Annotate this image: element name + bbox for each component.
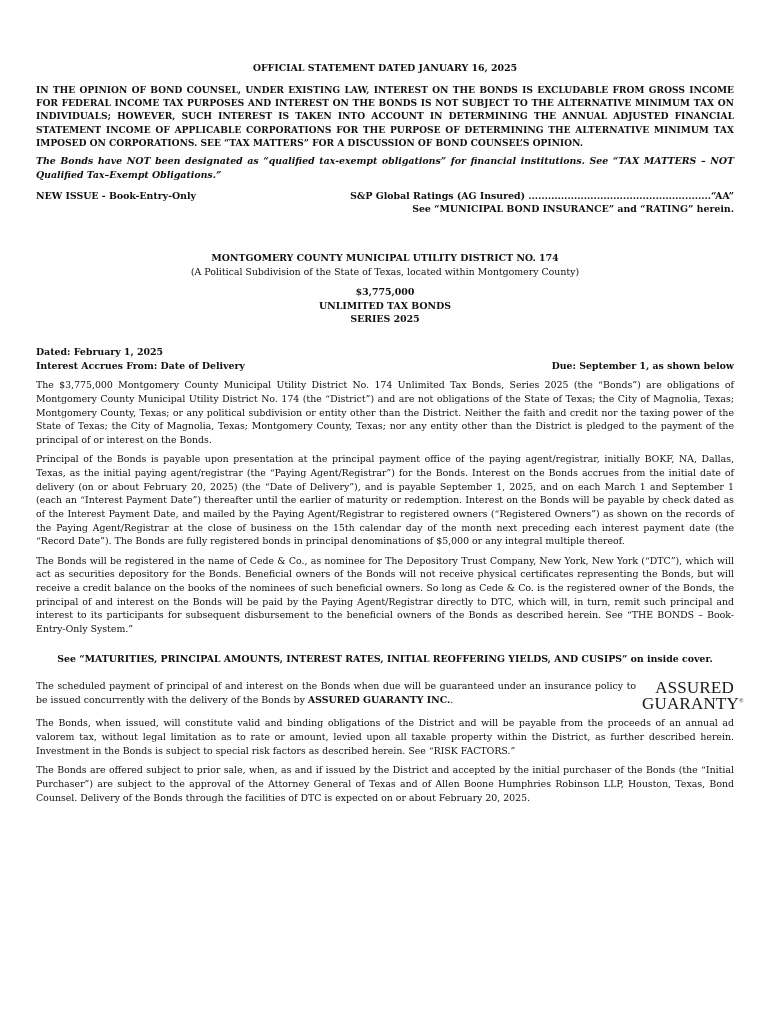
bond-amount-block: [36, 286, 734, 327]
paragraph-obligations: The $3,775,000 Montgomery County Municipal Utility District No. 174 Unlimited Tax Bonds, Series 2025 (the “Bonds”) are obligations of Montgomery County Municipal Utility District No. 174 (the “District”) and are not obligations of the State of Texas; the City of Magnolia, Texas; Montgomery County, Texas; or any political subdivision or entity other than the District. Neither the faith and credit nor the taxing power of the State of Texas; the City of Magnolia, Texas; Montgomery County, Texas; nor any entity other than the District is pledged to the payment of the principal of or interest on the Bonds.: [36, 380, 734, 446]
insurance-text: The scheduled payment of principal of and interest on the Bonds when due will be guaranteed under an insurance policy to be issued concurrently with the delivery of the Bonds by: [36, 681, 636, 706]
bond-amount: $3,775,000: [355, 287, 415, 299]
paragraph-valid-obligations: The Bonds, when issued, will constitute valid and binding obligations of the District and will be payable from the proceeds of an annual ad valorem tax, without legal limitation as to rate or amount, levied upon all taxable property within the District, as further described herein. Investment in the Bonds is subject to special risk factors as described herein. See “RISK FACTORS.”: [36, 718, 734, 757]
registered-mark: ®: [738, 698, 744, 705]
insurance-paragraph: The scheduled payment of principal of and interest on the Bonds when due will be guaranteed under an insurance policy to be issued concurrently with the delivery of the Bonds by ASSURED GUARANTY INC..: [36, 681, 636, 706]
district-block: [36, 252, 734, 279]
official-statement-page: [36, 62, 744, 805]
logo-line1: ASSURED: [655, 678, 734, 698]
new-issue-label: NEW ISSUE - Book-Entry-Only: [36, 190, 196, 202]
assured-guaranty-logo: [642, 678, 744, 713]
rating-reference: See “MUNICIPAL BOND INSURANCE” and “RATING” herein.: [412, 204, 734, 216]
dates-block: [36, 346, 734, 373]
paragraph-payment: Principal of the Bonds is payable upon presentation at the principal payment office of the paying agent/registrar, initially BOKF, NA, Dallas, Texas, as the initial paying agent/registrar (the “Paying Agent/Registrar”) for the Bonds. Interest on the Bonds accrues from the initial date of delivery (on or about February 20, 2025) (the “Date of Delivery”), and is payable September 1, 2025, and on each March 1 and September 1 (each an “Interest Payment Date”) thereafter until the earlier of maturity or redemption. Interest on the Bonds will be payable by check dated as of the Interest Payment Date, and mailed by the Paying Agent/Registrar to registered owners (“Registered Owners”) as shown on the records of the Paying Agent/Registrar at the close of business on the 15th calendar day of the month next preceding each interest payment date (the “Record Date”). The Bonds are fully registered bonds in principal denominations of $5,000 or any integral multiple thereof.: [36, 454, 734, 548]
qualified-obligations-note: The Bonds have NOT been designated as “qualified tax-exempt obligations” for financial institutions. See “TAX MATTERS – NOT Qualified Tax–Exempt Obligations.”: [36, 156, 734, 182]
bond-series: SERIES 2025: [350, 314, 420, 326]
dated-line: Dated: February 1, 2025: [36, 347, 164, 359]
bond-type: UNLIMITED TAX BONDS: [318, 300, 451, 312]
insurance-row: [36, 678, 744, 713]
accrues-due-row: [36, 360, 734, 374]
paragraph-offering: The Bonds are offered subject to prior sale, when, as and if issued by the District and accepted by the initial purchaser of the Bonds (the “Initial Purchaser”) are subject to the approval of the Attorney General of Texas and of Allen Boone Humphries Robinson LLP, Houston, Texas, Bond Counsel. Delivery of the Bonds through the facilities of DTC is expected on or about February 20, 2025.: [36, 765, 734, 804]
paragraph-registration: The Bonds will be registered in the name of Cede & Co., as nominee for The Depository Trust Company, New York, New York (“DTC”), which will act as securities depository for the Bonds. Beneficial owners of the Bonds will not receive physical certificates representing the Bonds, but will receive a credit balance on the books of the nominees of such beneficial owners. So long as Cede & Co. is the registered owner of the Bonds, the principal of and interest on the Bonds will be paid by the Paying Agent/Registrar directly to DTC, which will, in turn, remit such principal and interest to its participants for subsequent disbursement to the beneficial owners of the Bonds as described herein. See “THE BONDS – Book-Entry-Only System.”: [36, 555, 734, 635]
due-date: Due: September 1, as shown below: [551, 360, 734, 372]
issue-row: [36, 190, 734, 217]
maturities-reference: See “MATURITIES, PRINCIPAL AMOUNTS, INTEREST RATES, INITIAL REOFFERING YIELDS, AND CUSIPS” on inside cover.: [57, 653, 713, 665]
rating-block: [350, 190, 734, 217]
logo-line2: GUARANTY: [642, 693, 739, 713]
rating-line: S&P Global Ratings (AG Insured) ........................................................“AA”: [350, 190, 734, 202]
interest-accrues: Interest Accrues From: Date of Delivery: [36, 360, 245, 372]
document-title: OFFICIAL STATEMENT DATED JANUARY 16, 2025: [252, 63, 518, 74]
district-name: MONTGOMERY COUNTY MUNICIPAL UTILITY DISTRICT NO. 174: [211, 252, 559, 264]
insurer-name: ASSURED GUARANTY INC.: [307, 694, 451, 706]
bond-counsel-opinion: IN THE OPINION OF BOND COUNSEL, UNDER EXISTING LAW, INTEREST ON THE BONDS IS EXCLUDABLE FROM GROSS INCOME FOR FEDERAL INCOME TAX PURPOSES AND INTEREST ON THE BONDS IS NOT SUBJECT TO THE ALTERNATIVE MINIMUM TAX ON INDIVIDUALS; HOWEVER, SUCH INTEREST IS TAKEN INTO ACCOUNT IN DETERMINING THE ANNUAL ADJUSTED FINANCIAL STATEMENT INCOME OF APPLICABLE CORPORATIONS FOR THE PURPOSE OF DETERMINING THE ALTERNATIVE MINIMUM TAX IMPOSED ON CORPORATIONS. SEE “TAX MATTERS” FOR A DISCUSSION OF BOND COUNSEL’S OPINION.: [36, 84, 734, 150]
district-subtitle: (A Political Subdivision of the State of Texas, located within Montgomery County): [190, 266, 580, 278]
